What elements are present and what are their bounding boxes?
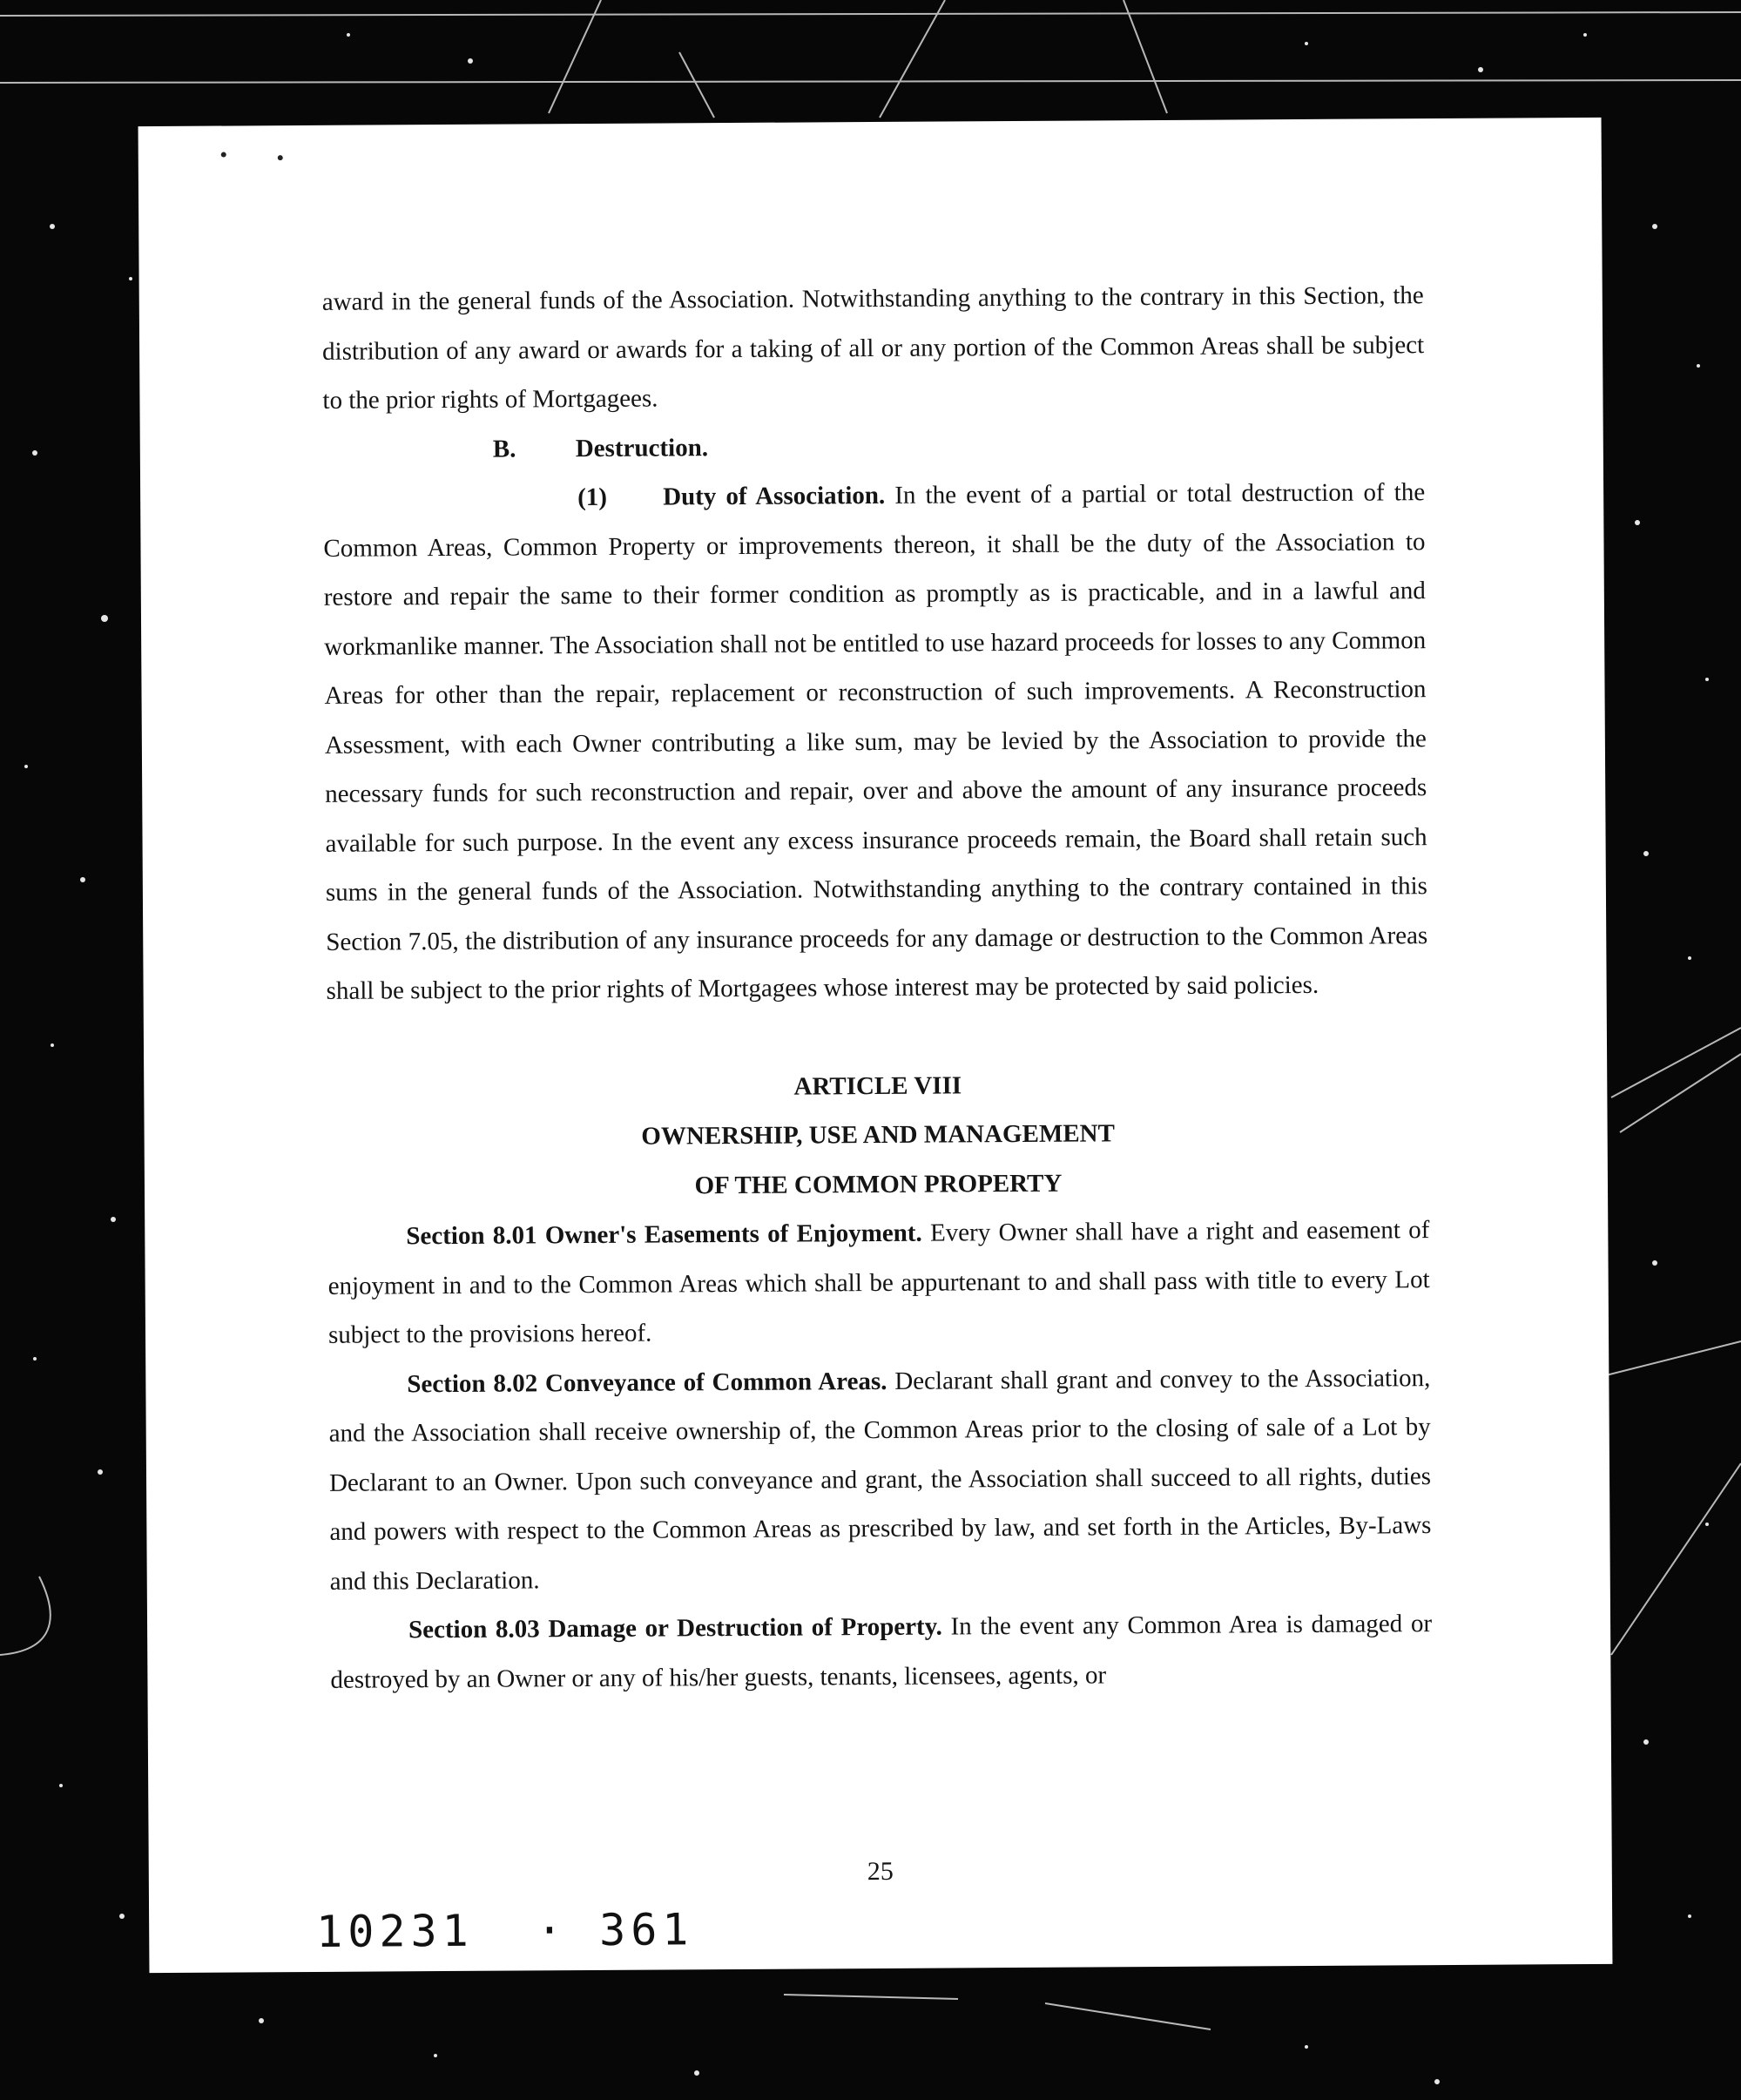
article-title-line-1: OWNERSHIP, USE AND MANAGEMENT — [641, 1119, 1116, 1151]
subsection-letter: B. — [492, 435, 516, 463]
section-heading: Section 8.01 Owner's Easements of Enjoyment. — [406, 1219, 922, 1251]
item-text: In the event of a partial or total destruction of the Common Areas, Common Property or improvements thereon, it shall be the duty of the Association to restore and repair the same to their former condition as promptly as is practicable, and in a lawful and workmanlike manner. The Association shall not be entitled to use hazard proceeds for losses to any Common Areas for other than the repair, replacement or reconstruction of such improvements. A Reconstruction Assessment, with each Owner contributing a like sum, may be levied by the Association to provide the necessary funds for such reconstruction and repair, over and above the amount of any insurance proceeds available for such purpose. In the event any excess insurance proceeds remain, the Board shall retain such sums in the general funds of the Association. Notwithstanding anything to the contrary contained in this Section 7.05, the distribution of any insurance proceeds for any damage or destruction to the Common Areas shall be subject to the prior rights of Mortgagees whose interest may be protected by said policies. — [323, 478, 1428, 1005]
item-paragraph — [323, 468, 1428, 1016]
section-8-03 — [330, 1599, 1433, 1705]
opening-paragraph: award in the general funds of the Association. Notwithstanding anything to the contrary in this Section, the distribution of any award or awards for a taking of all or any portion of the Common Areas shall be subject to the prior rights of Mortgagees. — [321, 281, 1425, 415]
section-text: Declarant shall grant and convey to the Association, and the Association shall receive ownership of, the Common Areas prior to the closing of sale of a Lot by Declarant to an Owner. Upon such conveyance and grant, the Association shall succeed to all rights, duties and powers with respect to the Common Areas as prescribed by law, and set forth in the Articles, By-Laws and this Declaration. — [328, 1363, 1432, 1596]
item-number: (1) — [577, 483, 608, 512]
section-text: Every Owner shall have a right and easement of enjoyment in and to the Common Areas which shall be appurtenant to and shall pass with title to every Lot subject to the provisions hereof. — [327, 1216, 1430, 1349]
subsection-title: Destruction. — [575, 433, 709, 463]
document-body — [322, 271, 1433, 1705]
section-8-02 — [328, 1354, 1432, 1606]
document-page — [138, 118, 1613, 1973]
subsection-heading — [323, 419, 1425, 475]
article-heading — [327, 1058, 1429, 1212]
section-8-01 — [327, 1205, 1430, 1360]
item-title: Duty of Association. — [663, 481, 886, 511]
recording-stamp: 10231 · 361 — [316, 1904, 694, 1957]
section-text: In the event any Common Area is damaged or destroyed by an Owner or any of his/her guests, tenants, licensees, agents, or — [330, 1610, 1433, 1694]
page-speck — [278, 155, 283, 160]
article-number: ARTICLE VIII — [793, 1070, 962, 1101]
page-number: 25 — [867, 1856, 894, 1887]
article-title-line-2: OF THE COMMON PROPERTY — [694, 1169, 1063, 1199]
section-heading: Section 8.02 Conveyance of Common Areas. — [407, 1367, 887, 1398]
section-heading: Section 8.03 Damage or Destruction of Property. — [408, 1612, 942, 1644]
page-speck — [221, 152, 226, 158]
